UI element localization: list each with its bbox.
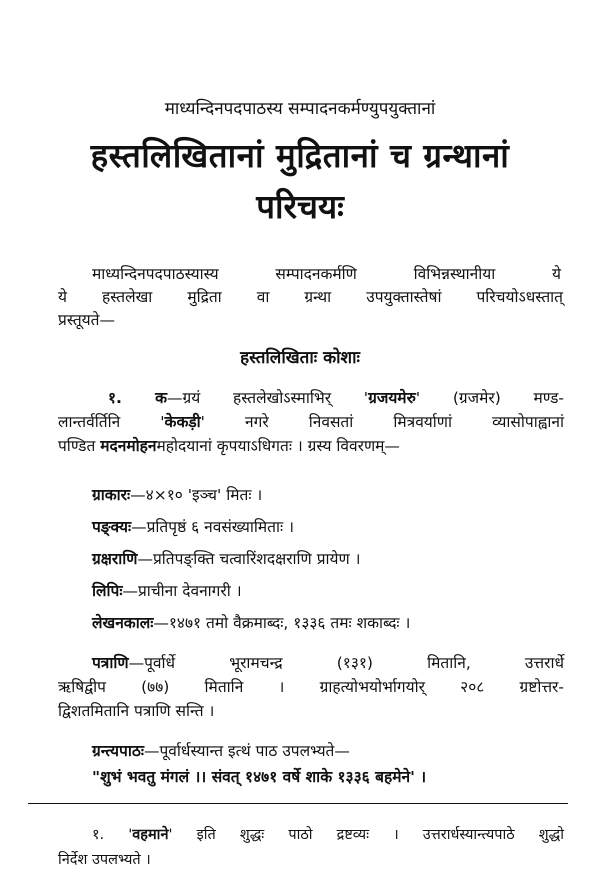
field-lekhana (92, 611, 410, 633)
field-label: लेखनकालः (92, 614, 154, 632)
page-subtitle: माध्यन्दिनपदपाठस्य सम्पादनकर्मण्युपयुक्तानां (164, 99, 436, 119)
footnote-line-1: १. 'वहमाने' इति शुद्धः पाठो द्रष्टव्यः । उत्तरार्धस्यान्त्यपाठे शुद्धो (92, 827, 564, 843)
field-patrani (92, 651, 564, 673)
field-antya (92, 739, 350, 761)
field-lipi (92, 579, 242, 601)
field-patrani-line-2: ऋषिद्वीप (७७) मितानि । ग्राहत्योभयोर्भागयोर् २०८ ग्रष्टोत्तर- (58, 678, 564, 696)
field-akshara (92, 547, 361, 569)
person-name: मदनमोहन (100, 437, 157, 455)
footnote-line-2: निर्देश उपलभ्यते । (58, 852, 151, 868)
field-value: —४×१० 'इञ्च' मितः । (130, 486, 263, 504)
place-name: ग्रजयमेरु (368, 389, 416, 407)
section-heading: हस्तलिखिताः कोशाः (240, 348, 360, 368)
field-label: ग्राकारः (92, 486, 131, 504)
intro-line-1: माध्यन्दिनपदपाठस्यास्य सम्पादनकर्मणि विभिन्नस्थानीया ये (92, 265, 561, 283)
footnote-term: वहमाने (132, 827, 169, 843)
footnote-divider (28, 803, 568, 804)
manuscript-para-line-1: १. क—ग्रयं हस्तलेखोऽस्माभिर् 'ग्रजयमेरु' (ग्रजमेर) मण्ड- (108, 389, 565, 407)
field-value: —पूर्वार्धे भूरामचन्द्र (१३१) मितानि, उत्तरार्धे (128, 654, 564, 672)
field-value: —प्राचीना देवनागरी । (122, 582, 242, 600)
intro-line-3: प्रस्तूयते— (58, 311, 116, 329)
field-label: ग्रन्त्यपाठः (92, 742, 144, 760)
field-label: ग्रक्षराणि (92, 550, 138, 568)
field-label: लिपिः (92, 582, 123, 600)
field-value: —१४७१ तमो वैक्रमाब्दः, १३३६ तमः शकाब्दः । (153, 614, 411, 632)
field-label: पङ्क्यः (92, 518, 132, 536)
town-name: केकड़ी (164, 413, 201, 431)
field-pankti (92, 515, 294, 537)
manuscript-para-line-2: लान्तर्वर्तिनि 'केकड़ी' नगरे निवसतां मित्रवर्याणां व्यासोपाह्वानां (58, 413, 564, 431)
field-label: पत्राणि (92, 654, 129, 672)
field-value: —पूर्वार्धस्यान्त इत्थं पाठ उपलभ्यते— (143, 742, 350, 760)
page-title: हस्तलिखितानां मुद्रितानां च ग्रन्थानां (90, 136, 510, 175)
page-title-line2: परिचयः (256, 187, 344, 226)
field-value: —प्रतिपङ्क्ति चत्वारिंशदक्षराणि प्रायेण । (137, 550, 361, 568)
manuscript-id: १. क (108, 389, 168, 407)
field-akara (92, 483, 262, 505)
manuscript-para-line-3: पण्डित मदनमोहनमहोदयानां कृपयाऽधिगतः । ग्रस्य विवरणम्— (58, 437, 400, 455)
field-value: —प्रतिपृष्ठं ६ नवसंख्यामिताः । (131, 518, 294, 536)
intro-line-2: ये हस्तलेखा मुद्रिता वा ग्रन्था उपयुक्तास्तेषां परिचयोऽधस्तात् (58, 288, 563, 306)
field-patrani-line-3: द्विशतमितानि पत्राणि सन्ति । (58, 702, 215, 720)
quoted-colophon: "शुभं भवतु मंगलं ।। संवत् १४७१ वर्षे शाके १३३६ बहमेने' । (92, 768, 427, 786)
